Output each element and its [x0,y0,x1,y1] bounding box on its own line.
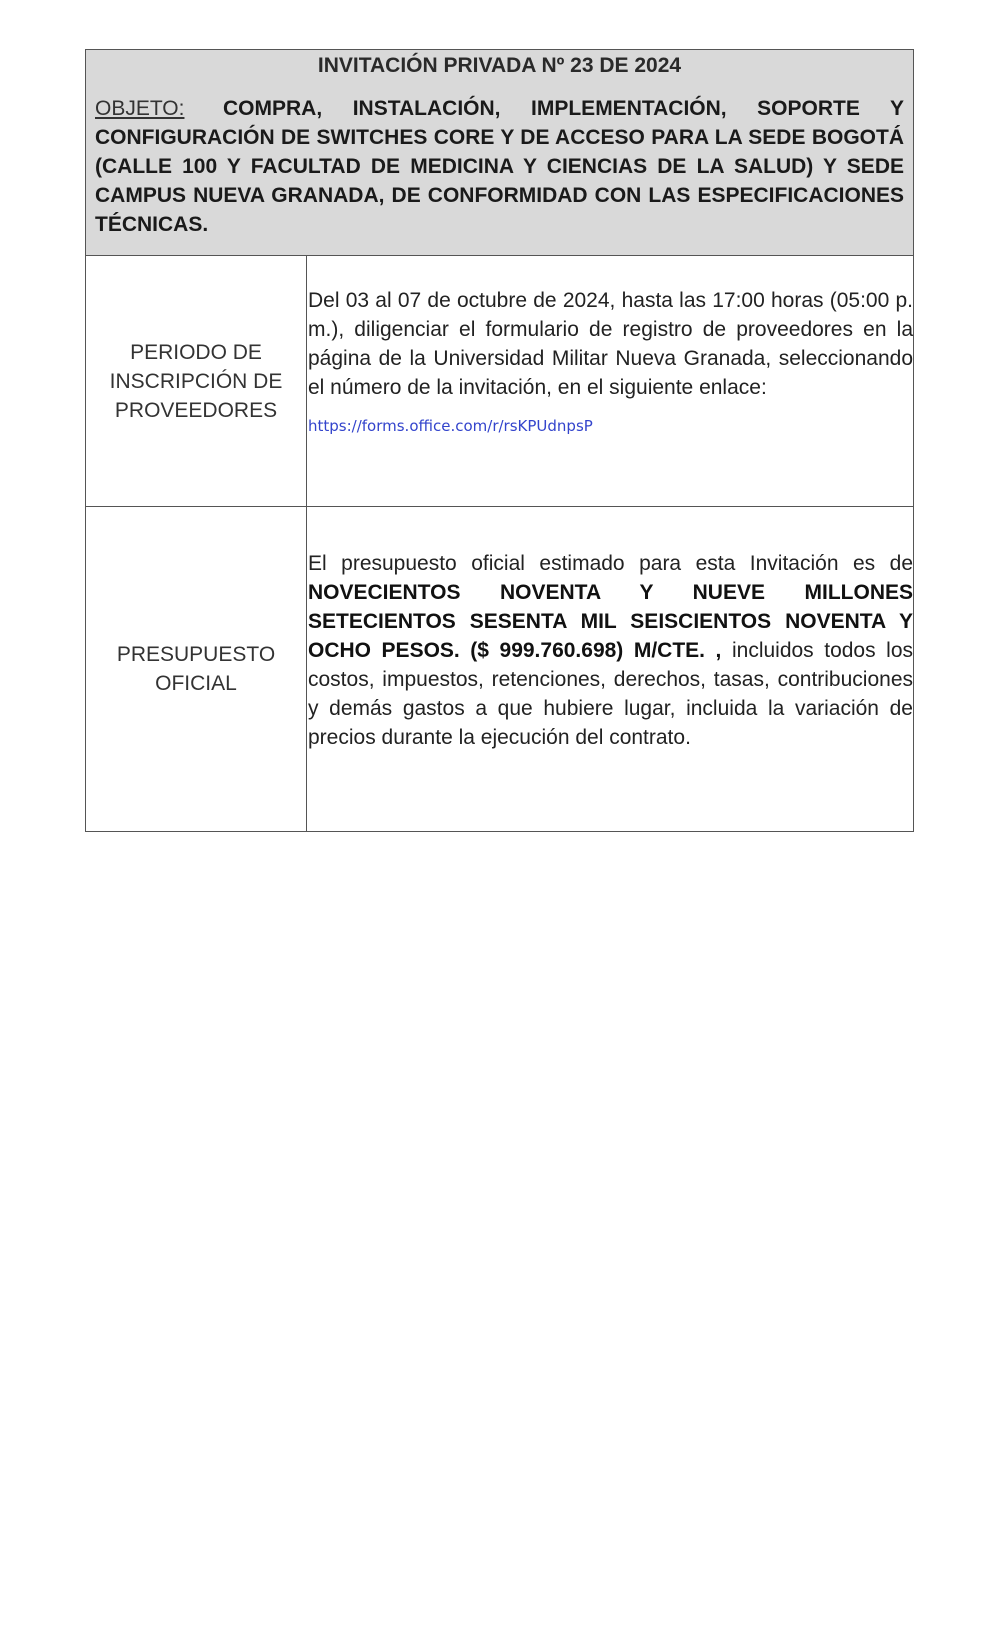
registration-form-link[interactable]: https://forms.office.com/r/rsKPUdnpsP [308,417,593,435]
label-line: PRESUPUESTO [116,643,276,666]
label-line: PROVEEDORES [114,398,278,422]
table-row-budget [86,507,913,831]
label-line: INSCRIPCIÓN DE [109,369,283,393]
registration-period-label [86,256,307,506]
label-line: PERIODO DE [130,340,262,364]
registration-period-content [307,256,913,506]
budget-label [86,507,307,831]
invitation-title: INVITACIÓN PRIVADA Nº 23 DE 2024 [317,54,682,77]
registration-period-text: Del 03 al 07 de octubre de 2024, hasta las 17:00 horas (05:00 p. m.), diligenciar el formulario de registro de proveedores en la página de la Universidad Militar Nueva Granada, seleccionando el número de la invitación, en el siguiente enlace: [308,289,913,399]
objeto-paragraph [95,94,904,239]
budget-intro-text: El presupuesto oficial estimado para esta Invitación es de [308,552,913,575]
label-line: OFICIAL [155,672,237,695]
objeto-text: COMPRA, INSTALACIÓN, IMPLEMENTACIÓN, SOPORTE Y CONFIGURACIÓN DE SWITCHES CORE Y DE ACCESO PARA LA SEDE BOGOTÁ (CALLE 100 Y FACULTAD DE MEDICINA Y CIENCIAS DE LA SALUD) Y SEDE CAMPUS NUEVA GRANADA, DE CONFORMIDAD CON LAS ESPECIFICACIONES TÉCNICAS. [95,97,905,236]
budget-details-text: incluidos todos los costos, impuestos, retenciones, derechos, tasas, contribuciones y demás gastos a que hubiere lugar, incluida la variación de precios durante la ejecución del contrato. [308,639,914,749]
table-header [86,50,913,256]
budget-amount-text: NOVECIENTOS NOVENTA Y NUEVE MILLONES SETECIENTOS SESENTA MIL SEISCIENTOS NOVENTA Y OCHO PESOS. ($ 999.760.698) M/CTE. , [308,581,913,662]
objeto-label: OBJETO: [95,97,185,120]
table-row-registration-period [86,256,913,507]
budget-content [307,507,913,831]
invitation-table [85,49,914,832]
